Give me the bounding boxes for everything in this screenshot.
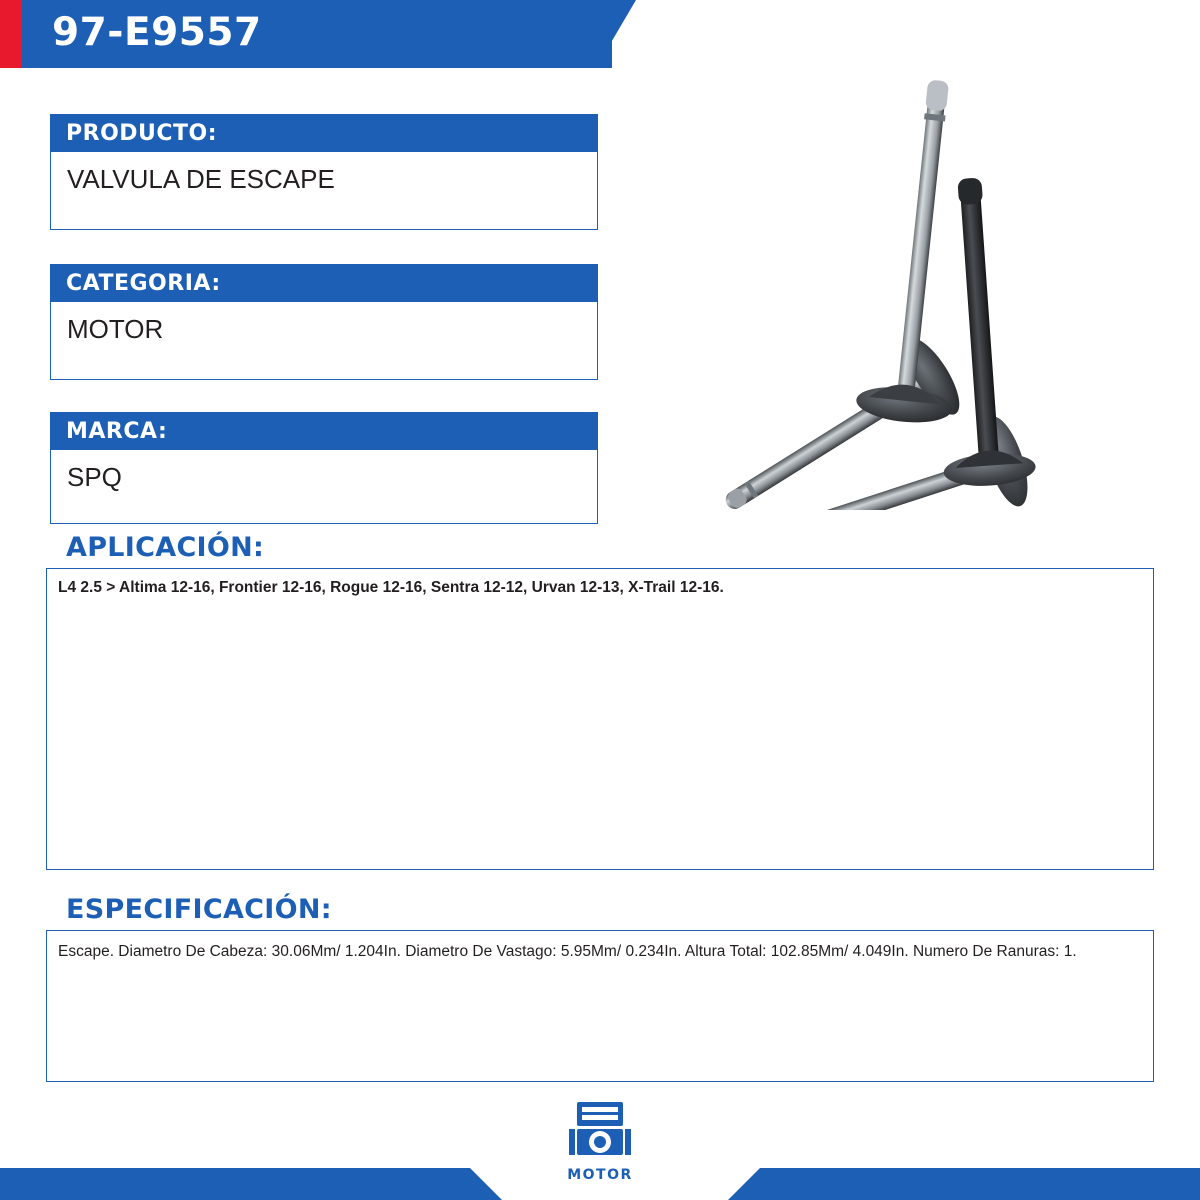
field-marca-label: MARCA: (50, 412, 598, 450)
header-blue-taper (596, 0, 636, 68)
piston-icon (555, 1098, 645, 1160)
especificacion-title: ESPECIFICACIÓN: (66, 894, 332, 925)
footer-right-taper (728, 1168, 760, 1200)
field-categoria (50, 264, 598, 380)
footer-right-band (760, 1168, 1200, 1200)
header-bar (0, 0, 1200, 72)
footer-left-band (0, 1168, 470, 1200)
field-producto-label: PRODUCTO: (50, 114, 598, 152)
field-categoria-label: CATEGORIA: (50, 264, 598, 302)
part-number-title: 97-E9557 (52, 10, 262, 55)
footer-left-taper (470, 1168, 502, 1200)
aplicacion-title: APLICACIÓN: (66, 532, 265, 563)
aplicacion-box (46, 568, 1154, 870)
product-image (690, 70, 1160, 510)
field-marca-value: SPQ (50, 450, 598, 524)
field-categoria-value: MOTOR (50, 302, 598, 380)
footer-badge-label: MOTOR (567, 1167, 633, 1183)
field-marca (50, 412, 598, 524)
field-producto (50, 114, 598, 230)
footer-bar (0, 1168, 1200, 1200)
field-producto-value: VALVULA DE ESCAPE (50, 152, 598, 230)
aplicacion-text: L4 2.5 > Altima 12-16, Frontier 12-16, Rogue 12-16, Sentra 12-12, Urvan 12-13, X-Trail 12-16. (58, 579, 724, 596)
especificacion-text: Escape. Diametro De Cabeza: 30.06Mm/ 1.204In. Diametro De Vastago: 5.95Mm/ 0.234In. Altura Total: 102.85Mm/ 4.049In. Numero De Ranuras: 1. (58, 943, 1077, 960)
